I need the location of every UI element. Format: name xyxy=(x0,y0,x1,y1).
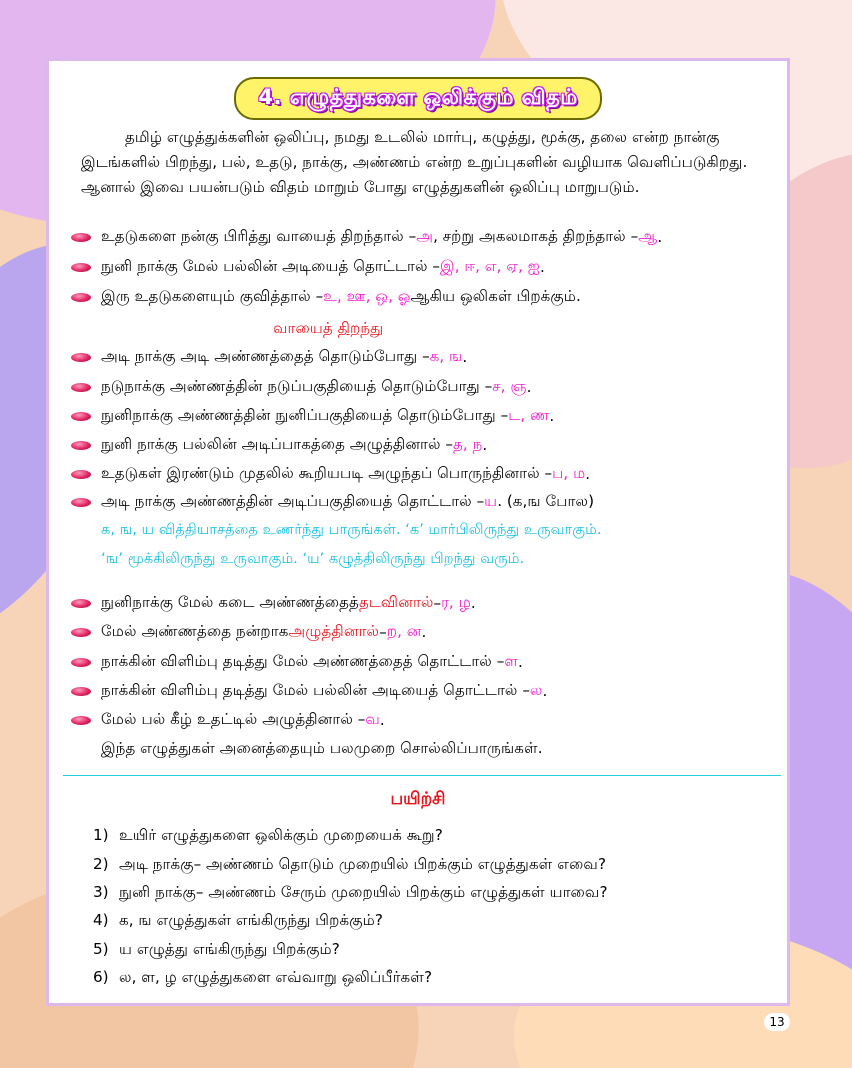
bullet-icon xyxy=(71,441,91,450)
bullet-icon xyxy=(71,498,91,507)
question-item: 4) க, ங எழுத்துகள் எங்கிருந்து பிறக்கும்? xyxy=(93,911,383,929)
list-item: உதடுகள் இரண்டும் முதலில் கூறியபடி அழுந்தப் பொருந்தினால் – ப, ம . xyxy=(71,462,590,486)
list-item: மேல் பல் கீழ் உதட்டில் அழுத்தினால் – வ . xyxy=(71,708,385,732)
bullet-icon xyxy=(71,599,91,608)
bullet-icon xyxy=(71,470,91,479)
bullet-icon xyxy=(71,658,91,667)
list-item: மேல் அண்ணத்தை நன்றாக அழுத்தினால் – ற, ன . xyxy=(71,620,426,644)
list-item: நாக்கின் விளிம்பு தடித்து மேல் பல்லின் அடியைத் தொட்டால் – ல . xyxy=(71,679,547,703)
bullet-icon xyxy=(71,383,91,392)
content-panel xyxy=(46,58,790,1006)
lesson-title: 4. எழுத்துகளை ஒலிக்கும் விதம் xyxy=(234,77,601,120)
list-item: நுனி நாக்கு மேல் பல்லின் அடியைத் தொட்டால் – இ, ஈ, எ, ஏ, ஐ . xyxy=(71,255,545,279)
bullet-icon xyxy=(71,628,91,637)
list-item: உதடுகளை நன்கு பிரித்து வாயைத் திறந்தால் – அ , சற்று அகலமாகத் திறந்தால் – ஆ . xyxy=(71,225,662,249)
exercise-title: பயிற்சி xyxy=(390,789,446,809)
question-item: 6) ல, ள, ழ எழுத்துகளை எவ்வாறு ஒலிப்பீர்கள்? xyxy=(93,968,433,986)
note-line: ‘ங’ மூக்கிலிருந்து உருவாகும். ‘ய’ கழுத்திலிருந்து பிறந்து வரும். xyxy=(101,550,525,567)
bullet-icon xyxy=(71,293,91,302)
question-item: 3) நுனி நாக்கு– அண்ணம் சேரும் முறையில் பிறக்கும் எழுத்துகள் யாவை? xyxy=(93,883,608,901)
list-item: அடி நாக்கு அடி அண்ணத்தைத் தொடும்போது – க, ங . xyxy=(71,345,467,369)
question-item: 2) அடி நாக்கு– அண்ணம் தொடும் முறையில் பிறக்கும் எழுத்துகள் எவை? xyxy=(93,855,607,873)
closing-line: இந்த எழுத்துகள் அனைத்தையும் பலமுறை சொல்லிப்பாருங்கள். xyxy=(101,739,543,757)
list-item: நுனி நாக்கு பல்லின் அடிப்பாகத்தை அழுத்தினால் – த, ந . xyxy=(71,433,487,457)
note-line: க, ங, ய வித்தியாசத்தை உணர்ந்து பாருங்கள். ‘க’ மார்பிலிருந்து உருவாகும். xyxy=(101,521,602,538)
bullet-icon xyxy=(71,687,91,696)
bullet-icon xyxy=(71,263,91,272)
list-item: நாக்கின் விளிம்பு தடித்து மேல் அண்ணத்தைத் தொட்டால் – ள . xyxy=(71,650,523,674)
section-divider xyxy=(63,775,781,776)
list-item: நுனிநாக்கு மேல் கடை அண்ணத்தைத் தடவினால் – ர, ழ . xyxy=(71,591,476,615)
list-item: நடுநாக்கு அண்ணத்தின் நடுப்பகுதியைத் தொடும்போது – ச, ஞ . xyxy=(71,375,531,399)
bullet-icon xyxy=(71,716,91,725)
page-number: 13 xyxy=(764,1013,790,1031)
bullet-icon xyxy=(71,353,91,362)
list-item: நுனிநாக்கு அண்ணத்தின் நுனிப்பகுதியைத் தொடும்போது – ட, ண . xyxy=(71,404,554,428)
intro-paragraph: தமிழ் எழுத்துக்களின் ஒலிப்பு, நமது உடலில் மார்பு, கழுத்து, மூக்கு, தலை என்ற நான்கு இடங்களில் பிறந்து, பல், உதடு, நாக்கு, அண்ணம் என்ற உறுப்புகளின் வழியாக வெளிப்படுகிறது. ஆனால் இவை பயன்படும் விதம் மாறும் போது எழுத்துகளின் ஒலிப்பு மாறுபடும். xyxy=(81,128,748,196)
bullet-icon xyxy=(71,412,91,421)
bullet-icon xyxy=(71,233,91,242)
question-item: 5) ய எழுத்து எங்கிருந்து பிறக்கும்? xyxy=(93,940,340,958)
list-item: அடி நாக்கு அண்ணத்தின் அடிப்பகுதியைத் தொட்டால் – ய . (க,ங போல) xyxy=(71,490,594,514)
mouth-open-heading: வாயைத் திறந்து xyxy=(273,319,384,337)
question-item: 1) உயிர் எழுத்துகளை ஒலிக்கும் முறையைக் கூறு? xyxy=(93,826,443,844)
list-item: இரு உதடுகளையும் குவித்தால் – உ, ஊ, ஒ, ஓ ஆகிய ஒலிகள் பிறக்கும். xyxy=(71,285,581,309)
